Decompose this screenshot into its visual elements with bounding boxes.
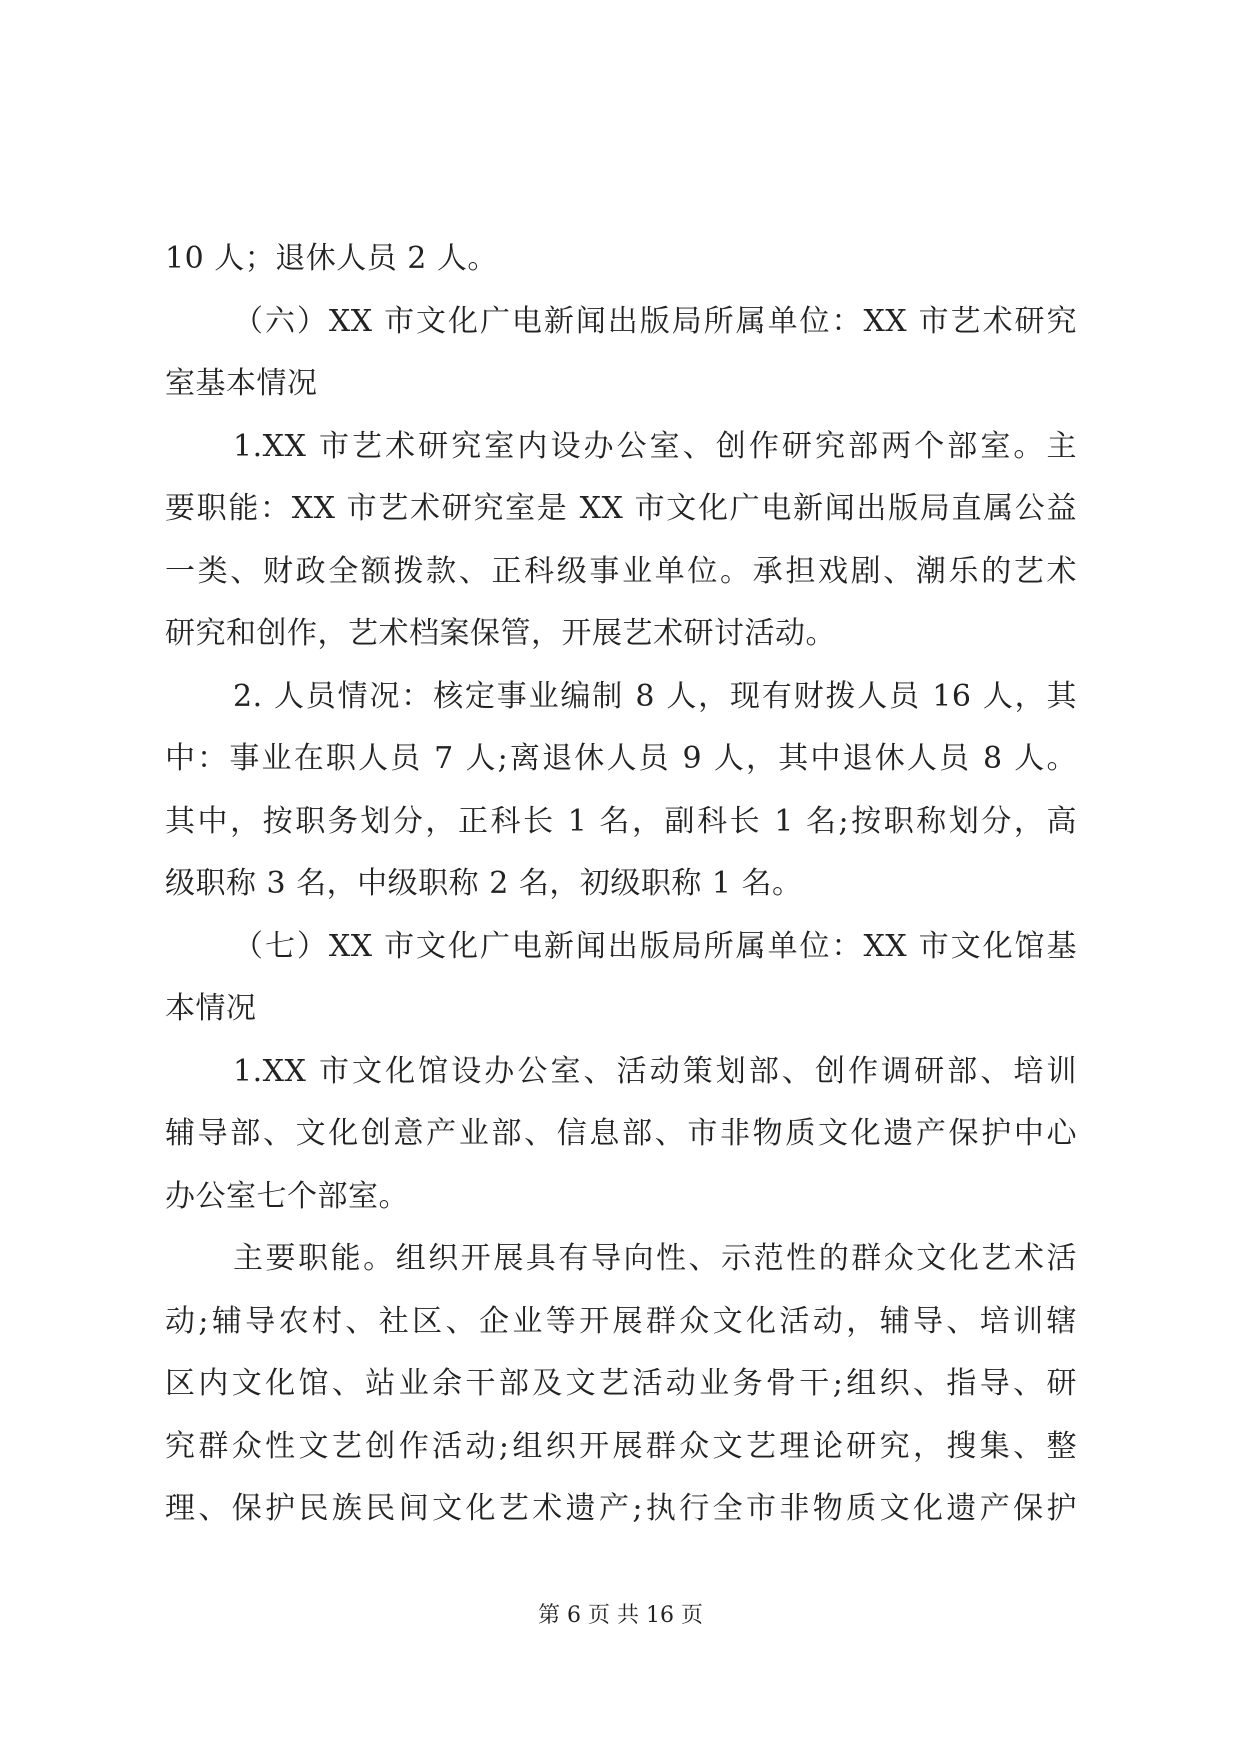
section-heading-line: 本情况: [165, 991, 257, 1026]
text-line: 研究和创作，艺术档案保管，开展艺术研讨活动。: [165, 616, 836, 651]
page-number-footer: 第 6 页 共 16 页: [538, 1603, 703, 1628]
section-heading-line: （六）XX 市文化广电新闻出版局所属单位：XX 市艺术研究: [233, 303, 1077, 339]
document-body: [165, 228, 1077, 1541]
text-line: 1.XX 市文化馆设办公室、活动策划部、创作调研部、培训: [233, 1053, 1077, 1089]
text-line: 区内文化馆、站业余干部及文艺活动业务骨干;组织、指导、研: [165, 1366, 1077, 1401]
text-line: 其中，按职务划分，正科长 1 名，副科长 1 名;按职称划分，高: [165, 803, 1077, 839]
text-line: 2. 人员情况：核定事业编制 8 人，现有财拨人员 16 人，其: [233, 678, 1077, 714]
section-heading-line: （七）XX 市文化广电新闻出版局所属单位：XX 市文化馆基: [233, 928, 1077, 964]
text-line: 中：事业在职人员 7 人;离退休人员 9 人，其中退休人员 8 人。: [165, 741, 1077, 776]
text-line: 动;辅导农村、社区、企业等开展群众文化活动，辅导、培训辖: [165, 1303, 1077, 1339]
section-heading-line: 室基本情况: [165, 366, 318, 401]
text-line: 究群众性文艺创作活动;组织开展群众文艺理论研究，搜集、整: [165, 1428, 1077, 1464]
text-line: 10 人；退休人员 2 人。: [165, 241, 498, 276]
text-line: 级职称 3 名，中级职称 2 名，初级职称 1 名。: [165, 866, 803, 901]
text-line: 理、保护民族民间文化艺术遗产;执行全市非物质文化遗产保护: [165, 1491, 1077, 1526]
text-line: 要职能：XX 市艺术研究室是 XX 市文化广电新闻出版局直属公益: [165, 491, 1077, 526]
text-line: 一类、财政全额拨款、正科级事业单位。承担戏剧、潮乐的艺术: [165, 553, 1077, 589]
text-line: 办公室七个部室。: [165, 1178, 409, 1214]
text-line: 主要职能。组织开展具有导向性、示范性的群众文化艺术活: [233, 1241, 1077, 1276]
text-line: 1.XX 市艺术研究室内设办公室、创作研究部两个部室。主: [233, 428, 1077, 464]
text-line: 辅导部、文化创意产业部、信息部、市非物质文化遗产保护中心: [165, 1116, 1077, 1151]
